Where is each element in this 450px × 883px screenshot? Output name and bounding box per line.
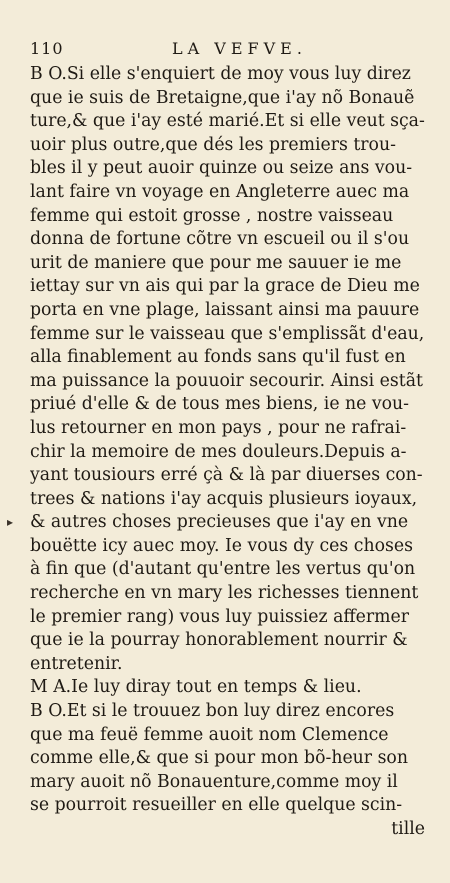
text-line: urit de maniere que pour me sauuer ie me: [30, 252, 402, 273]
page-header: [30, 33, 425, 63]
text-line: bouëtte icy auec moy. Ie vous dy ces choses: [30, 535, 413, 556]
text-line: entretenir.: [30, 653, 123, 674]
text-line: lant faire vn voyage en Angleterre auec ma: [30, 181, 410, 202]
text-line: femme sur le vaisseau que s'emplissãt d'eau,: [30, 323, 425, 344]
running-head: LA VEFVE.: [172, 39, 307, 58]
text-line: femme qui estoit grosse , nostre vaisseau: [30, 205, 394, 226]
text-line: que ie la pourray honorablement nourrir &: [30, 630, 408, 651]
text-line: lus retourner en mon pays , pour ne rafrai-: [30, 417, 407, 438]
text-line: priué d'elle & de tous mes biens, ie ne vou-: [30, 394, 410, 415]
text-line: ture,& que i'ay esté marié.Et si elle veut sça-: [30, 111, 425, 132]
text-line: le premier rang) vous luy puissiez affermer: [30, 606, 410, 627]
text-line: & autres choses precieuses que i'ay en vne: [30, 512, 409, 533]
text-line: M A.Ie luy diray tout en temps & lieu.: [30, 677, 362, 698]
text-line: que ma feuë femme auoit nom Clemence: [30, 724, 389, 745]
catchword: tille: [391, 819, 425, 839]
text-line: comme elle,& que si pour mon bõ-heur son: [30, 748, 408, 769]
text-line: donna de fortune cõtre vn escueil ou il s'ou: [30, 229, 410, 250]
text-line: alla finablement au fonds sans qu'il fust en: [30, 347, 406, 368]
text-line: bles il y peut auoir quinze ou seize ans vou-: [30, 158, 413, 179]
text-line: iettay sur vn ais qui par la grace de Dieu me: [30, 276, 420, 297]
text-line: ma puissance la pouuoir secourir. Ainsi estãt: [30, 370, 423, 391]
text-line: se pourroit resueiller en elle quelque scin-: [30, 795, 403, 816]
text-line: chir la memoire de mes douleurs.Depuis a-: [30, 441, 407, 462]
text-line: recherche en vn mary les richesses tiennent: [30, 583, 419, 604]
text-line: à fin que (d'autant qu'entre les vertus qu'on: [30, 559, 416, 580]
margin-mark-icon: ▸: [7, 515, 14, 529]
text-line: B O.Et si le trouuez bon luy direz encores: [30, 701, 395, 722]
text-line: trees & nations i'ay acquis plusieurs ioyaux,: [30, 488, 418, 509]
page-number: 110: [30, 39, 64, 58]
page-body: [30, 63, 425, 842]
text-line: B O.Si elle s'enquiert de moy vous luy direz: [30, 64, 411, 84]
text-line: mary auoit nõ Bonauenture,comme moy il: [30, 771, 398, 792]
text-line: porta en vne plage, laissant ainsi ma pauure: [30, 299, 420, 320]
text-line: que ie suis de Bretaigne,que i'ay nõ Bonauẽ: [30, 87, 415, 108]
text-line: yant tousiours erré çà & là par diuerses con-: [30, 465, 423, 486]
text-line: uoir plus outre,que dés les premiers trou-: [30, 134, 396, 155]
